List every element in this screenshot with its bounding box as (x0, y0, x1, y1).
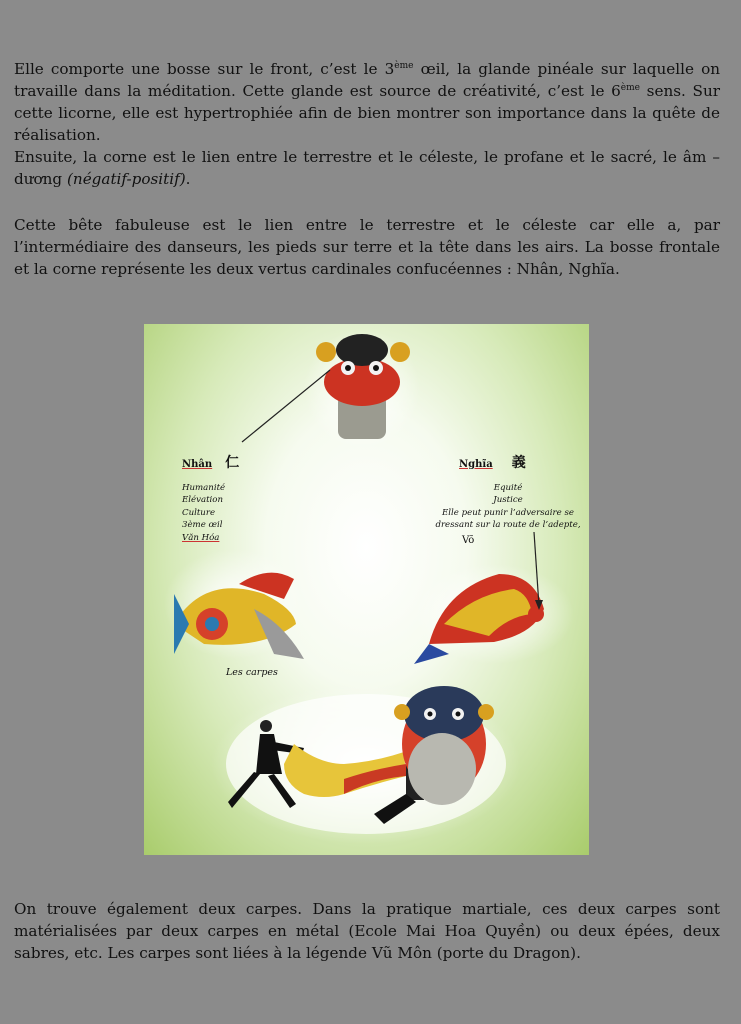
nghia-item: Elle peut punir l’adversaire se (442, 507, 574, 518)
nhan-item: Culture (182, 507, 216, 518)
lion-figure (144, 324, 589, 855)
text-run: Elle comporte une bosse sur le front, c’est le 3 (14, 60, 395, 78)
nhan-list (182, 482, 225, 544)
nghia-character: 義 (511, 455, 526, 471)
nhan-item: Humanité (182, 483, 226, 493)
superscript: ème (620, 82, 640, 93)
superscript: ème (394, 60, 414, 71)
paragraph-sentence-2 (14, 146, 720, 190)
text-run: . (185, 170, 191, 188)
nghia-title: Nghĩa (459, 459, 493, 470)
nhan-title: Nhân (182, 459, 213, 470)
nghia-label (459, 452, 526, 472)
paragraph-text: Cette bête fabuleuse est le lien entre le terrestre et le céleste car elle a, par l’intermédiaire des danseurs, les pieds sur terre et la tête dans les airs. La bosse frontale et la corne représente les deux vertus cardinales confucéennes : Nhân, Nghĩa. (14, 216, 720, 278)
text-run: sens. Sur cette licorne, elle est hypertrophiée afin de bien montrer son importance dans la quête de réalisation. (14, 82, 720, 144)
paragraph-third-eye (14, 58, 720, 190)
italic-text: (négatif-positif) (66, 170, 186, 188)
nhan-character: 仁 (225, 455, 240, 471)
lion-dance-photo (144, 324, 589, 855)
nhan-item: Văn Hóa (182, 532, 220, 543)
nhan-item: 3ème œil (182, 520, 223, 531)
carp-caption: Les carpes (226, 667, 278, 678)
nghia-item: Justice (493, 495, 523, 506)
nghia-item: dressant sur la route de l’adepte, (435, 520, 581, 531)
text-run: Ensuite, la corne est le lien entre le terrestre et le céleste, le profane et le sacré, le âm – dương (14, 148, 720, 188)
text-run: œil, la glande pinéale sur laquelle on travaille dans la méditation. Cette glande est source de créativité, c’est le 6 (14, 60, 720, 100)
nhan-item: Elévation (182, 495, 223, 506)
paragraph-text: On trouve également deux carpes. Dans la pratique martiale, ces deux carpes sont matérialisées par deux carpes en métal (Ecole Mai Hoa Quyền) ou deux épées, deux sabres, etc. Les carpes sont liées à la légende Vũ Môn (porte du Dragon). (14, 900, 720, 962)
paragraph-sentence-1 (14, 58, 720, 146)
nghia-item: Equité (493, 483, 523, 493)
paragraph-fabulous-beast (14, 214, 720, 280)
nghia-vo-label: Võ (462, 535, 475, 546)
nhan-label (182, 452, 239, 472)
nghia-list (428, 482, 588, 532)
paragraph-carps (14, 898, 720, 964)
